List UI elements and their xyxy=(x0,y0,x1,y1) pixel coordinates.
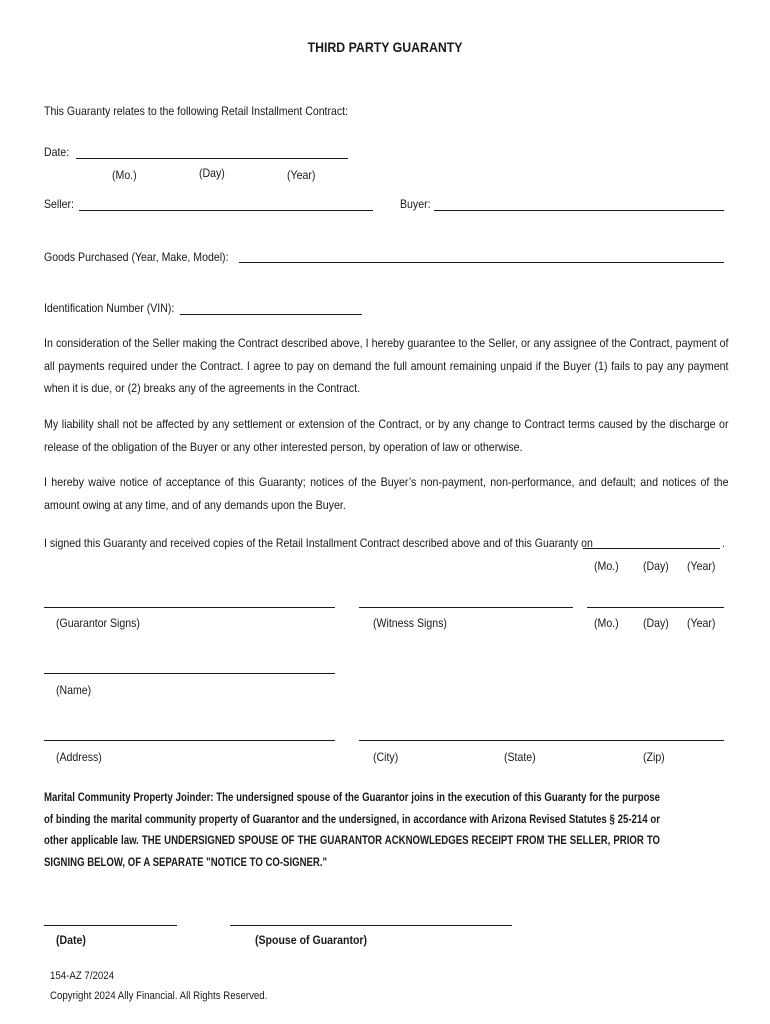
vin-field[interactable] xyxy=(180,314,362,315)
signature-date-line[interactable] xyxy=(587,607,724,608)
spouse-date-caption: (Date) xyxy=(56,933,86,947)
copyright: Copyright 2024 Ally Financial. All Rights Reserved. xyxy=(50,990,268,1002)
date-day-caption: (Day) xyxy=(199,166,225,180)
signed-period: . xyxy=(722,536,725,550)
name-line[interactable] xyxy=(44,673,335,674)
address-line[interactable] xyxy=(44,740,335,741)
date-year-caption: (Year) xyxy=(287,168,316,182)
vin-label: Identification Number (VIN): xyxy=(44,301,175,315)
state-caption: (State) xyxy=(504,750,536,764)
date-label: Date: xyxy=(44,145,70,159)
zip-caption: (Zip) xyxy=(643,750,665,764)
goods-field[interactable] xyxy=(239,262,724,263)
signed-day-caption: (Day) xyxy=(643,559,669,573)
seller-field[interactable] xyxy=(79,210,373,211)
sig-year-caption: (Year) xyxy=(687,616,716,630)
date-mo-caption: (Mo.) xyxy=(112,168,137,182)
waiver-paragraph: I hereby waive notice of acceptance of this Guaranty; notices of the Buyer’s non-payment, non-performance, and default; and notices of the amount owing at any time, and of any demands upon the Buyer. xyxy=(44,475,729,512)
guarantor-signs-caption: (Guarantor Signs) xyxy=(56,616,140,630)
goods-label: Goods Purchased (Year, Make, Model): xyxy=(44,250,229,264)
document-title: THIRD PARTY GUARANTY xyxy=(307,39,463,55)
city-state-zip-line[interactable] xyxy=(359,740,724,741)
buyer-field[interactable] xyxy=(434,210,724,211)
sig-day-caption: (Day) xyxy=(643,616,669,630)
spouse-date-line[interactable] xyxy=(44,925,177,926)
sig-mo-caption: (Mo.) xyxy=(594,616,619,630)
name-caption: (Name) xyxy=(56,683,92,697)
date-field[interactable] xyxy=(76,158,348,159)
intro-text: This Guaranty relates to the following Retail Installment Contract: xyxy=(44,104,349,118)
seller-label: Seller: xyxy=(44,197,74,211)
spouse-signature-caption: (Spouse of Guarantor) xyxy=(255,933,368,947)
witness-signs-caption: (Witness Signs) xyxy=(373,616,447,630)
form-number: 154-AZ 7/2024 xyxy=(50,970,115,982)
address-caption: (Address) xyxy=(56,750,102,764)
signed-mo-caption: (Mo.) xyxy=(594,559,619,573)
signed-year-caption: (Year) xyxy=(687,559,716,573)
city-caption: (City) xyxy=(373,750,399,764)
guarantor-signature-line[interactable] xyxy=(44,607,335,608)
signed-date-field[interactable] xyxy=(583,548,720,549)
spouse-signature-line[interactable] xyxy=(230,925,512,926)
consideration-paragraph: In consideration of the Seller making the Contract described above, I hereby guarantee to the Seller, or any assignee of the Contract, payment of all payments required under the Contract. I agree to pay on demand the full amount remaining unpaid if the Buyer (1) fails to pay any payment when it is due, or (2) breaks any of the agreements in the Contract. xyxy=(44,336,729,395)
buyer-label: Buyer: xyxy=(400,197,431,211)
liability-paragraph: My liability shall not be affected by any settlement or extension of the Contract, or by any change to Contract terms caused by the discharge or release of the obligation of the Buyer or any other interested person, by operation of law or otherwise. xyxy=(44,417,729,454)
signed-statement: I signed this Guaranty and received copies of the Retail Installment Contract described above and of this Guaranty on xyxy=(44,536,593,550)
witness-signature-line[interactable] xyxy=(359,607,573,608)
marital-joinder-paragraph: Marital Community Property Joinder: The undersigned spouse of the Guarantor joins in the execution of this Guaranty for the purpose of binding the marital community property of Guarantor and the undersigned, in accordance with Arizona Revised Statutes § 25-214 or other applicable law. THE UNDERSIGNED SPOUSE OF THE GUARANTOR ACKNOWLEDGES RECEIPT FROM THE SELLER, PRIOR TO SIGNING BELOW, OF A SEPARATE "NOTICE TO CO-SIGNER." xyxy=(44,790,660,869)
